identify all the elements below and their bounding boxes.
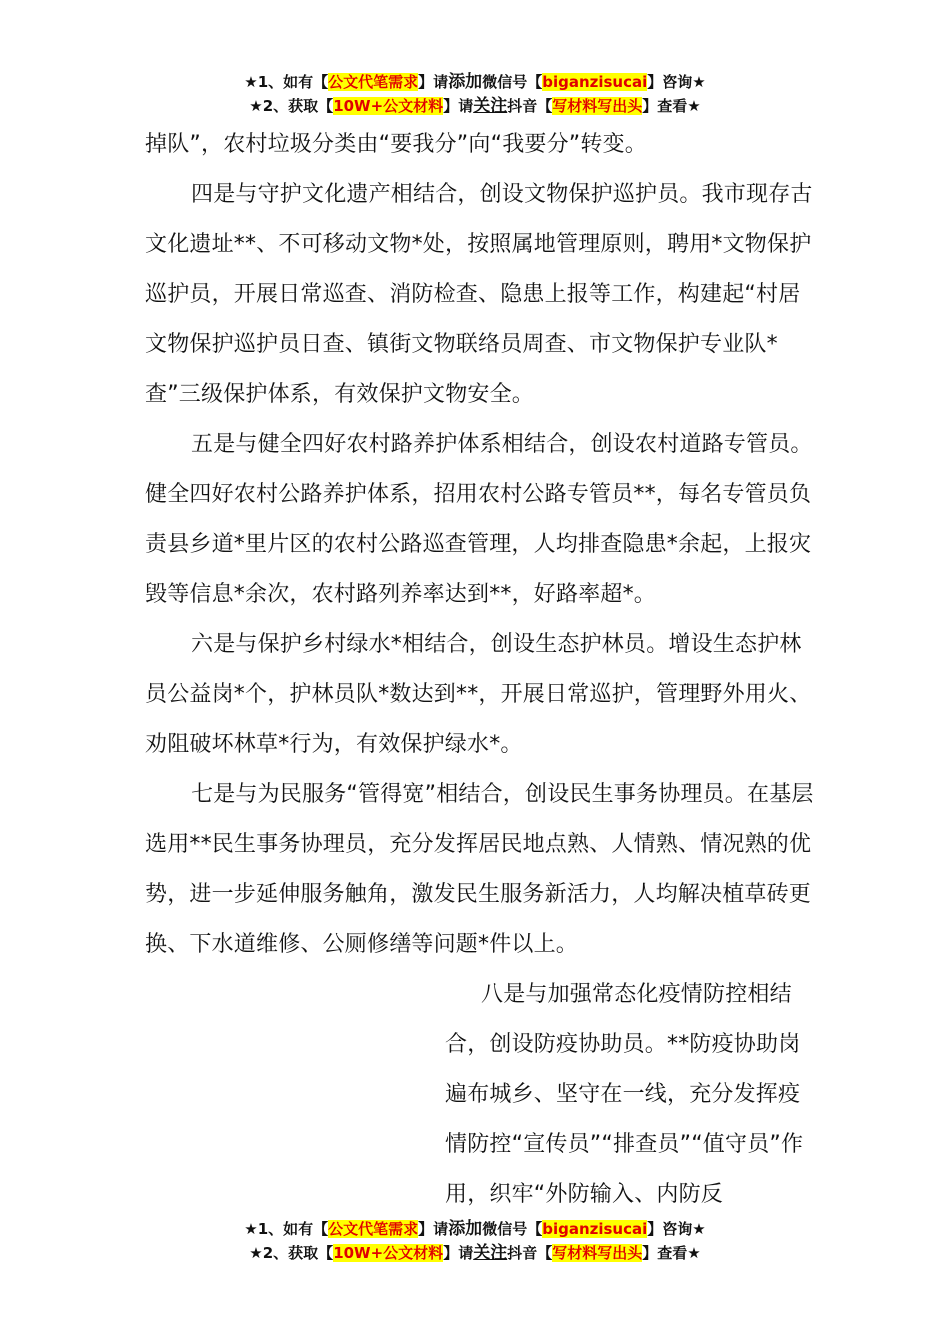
footer-highlight-douyin: 写材料写出头	[552, 1244, 643, 1262]
document-body	[145, 120, 820, 970]
header-highlight-service: 公文代笔需求	[328, 73, 419, 91]
footer-line-1-mid1: 】请	[418, 1220, 449, 1238]
header-line-1	[0, 70, 950, 94]
footer-line-2-underlined: 关注	[473, 1243, 508, 1263]
footer-highlight-wechat: biganzisucai	[542, 1220, 648, 1238]
header-highlight-douyin: 写材料写出头	[552, 97, 643, 115]
footer-line-2	[0, 1241, 950, 1265]
column-section	[445, 970, 810, 1220]
paragraph-7: 七是与为民服务“管得宽”相结合，创设民生事务协理员。在基层选用**民生事务协理员，充分发挥居民地点熟、人情熟、情况熟的优势，进一步延伸服务触角，激发民生服务新活力，人均解决植草砖更换、下水道维修、公厕修缮等问题*件以上。	[145, 782, 814, 957]
header-line-1-suffix: 】咨询★	[647, 73, 706, 91]
paragraph-4: 四是与守护文化遗产相结合，创设文物保护巡护员。我市现存古文化遗址**、不可移动文物*处，按照属地管理原则，聘用*文物保护巡护员，开展日常巡查、消防检查、隐患上报等工作，构建起“村居文物保护巡护员日查、镇街文物联络员周查、市文物保护专业队*查”三级保护体系，有效保护文物安全。	[145, 182, 813, 407]
header-line-2	[0, 94, 950, 118]
footer-line-2-mid1: 】请	[443, 1244, 474, 1262]
header-line-1-big: 添加	[448, 72, 483, 92]
header-line-2-underlined: 关注	[473, 96, 508, 116]
header-line-2-prefix: ★2、获取【	[249, 97, 334, 115]
footer-line-1-prefix: ★1、如有【	[244, 1220, 329, 1238]
footer-line-2-suffix: 】查看★	[642, 1244, 701, 1262]
footer-highlight-service: 公文代笔需求	[328, 1220, 419, 1238]
header-line-1-mid2: 微信号【	[482, 73, 543, 91]
paragraph-6: 六是与保护乡村绿水*相结合，创设生态护林员。增设生态护林员公益岗*个，护林员队*数达到**，开展日常巡护，管理野外用火、劝阻破坏林草*行为，有效保护绿水*。	[145, 632, 812, 757]
header-highlight-materials: 10W+公文材料	[333, 97, 444, 115]
header-highlight-wechat: biganzisucai	[542, 73, 648, 91]
header-line-2-mid2: 抖音【	[507, 97, 553, 115]
paragraph-8: 八是与加强常态化疫情防控相结合，创设防疫协助员。**防疫协助岗遍布城乡、坚守在一线，充分发挥疫情防控“宣传员”“排查员”“值守员”作用，织牢“外防输入、内防反	[445, 982, 804, 1207]
footer-line-1-big: 添加	[448, 1219, 483, 1239]
header-line-2-mid1: 】请	[443, 97, 474, 115]
footer-line-2-prefix: ★2、获取【	[249, 1244, 334, 1262]
header-line-1-prefix: ★1、如有【	[244, 73, 329, 91]
continuation-text: 掉队”，农村垃圾分类由“要我分”向“我要分”转变。	[145, 132, 647, 157]
header-line-1-mid1: 】请	[418, 73, 449, 91]
header-line-2-suffix: 】查看★	[642, 97, 701, 115]
footer-line-1-suffix: 】咨询★	[647, 1220, 706, 1238]
footer-banner	[0, 1217, 950, 1265]
footer-line-2-mid2: 抖音【	[507, 1244, 553, 1262]
footer-line-1	[0, 1217, 950, 1241]
paragraph-5: 五是与健全四好农村路养护体系相结合，创设农村道路专管员。健全四好农村公路养护体系，招用农村公路专管员**，每名专管员负责县乡道*里片区的农村公路巡查管理，人均排查隐患*余起，上报灾毁等信息*余次，农村路列养率达到**，好路率超*。	[145, 432, 813, 607]
header-banner	[0, 70, 950, 118]
footer-highlight-materials: 10W+公文材料	[333, 1244, 444, 1262]
footer-line-1-mid2: 微信号【	[482, 1220, 543, 1238]
